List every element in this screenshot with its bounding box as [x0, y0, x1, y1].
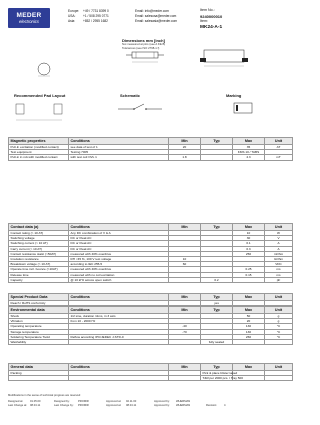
- logo-tagline: electronics: [18, 19, 39, 24]
- footer-cell: 08.04.11: [126, 404, 137, 408]
- table-cell: 10: [233, 231, 265, 236]
- table-cell: Switching voltage: [9, 236, 69, 241]
- table-cell: 60: [169, 262, 201, 267]
- column-header: Typ: [201, 224, 233, 231]
- table-cell: mOhm: [265, 251, 293, 256]
- marking-title: Marking: [226, 93, 242, 98]
- table-cell: 130: [233, 324, 265, 329]
- item-no-label: Item No.:: [200, 8, 215, 12]
- item-header: [200, 8, 222, 30]
- table-cell: g: [265, 314, 293, 319]
- footer-cell: WHERMAN: [176, 404, 191, 408]
- table-cell: Shock: [9, 314, 69, 319]
- column-header: Typ: [201, 307, 233, 314]
- table-cell: Testing 7005: [69, 150, 169, 155]
- table-cell: [265, 301, 293, 306]
- table-cell: mT: [265, 155, 293, 160]
- table-cell: -70: [169, 329, 201, 334]
- table-cell: VDC: [265, 262, 293, 267]
- table-cell: 4.3: [233, 155, 265, 160]
- footer-note: Modifications in the sense of technical progress are reserved: [8, 394, 81, 397]
- table-cell: with test coil OVL 1: [69, 155, 169, 160]
- table-row: [9, 301, 293, 306]
- table-cell: Reach / RoHS conformity: [9, 301, 69, 306]
- spec-table: [8, 293, 293, 306]
- contact-email[interactable]: Email: salesusa@meder.com: [135, 14, 177, 19]
- column-header: Conditions: [69, 294, 169, 301]
- logo-name: MEDER: [16, 12, 42, 19]
- table-cell: 0.25: [233, 267, 265, 272]
- section-title: Environmental data: [9, 307, 69, 314]
- table-cell: 30: [233, 236, 265, 241]
- table-cell: [9, 376, 69, 381]
- column-header: Min: [169, 138, 201, 145]
- table-cell: yes: [201, 301, 233, 306]
- column-header: Unit: [265, 138, 293, 145]
- table-cell: A: [265, 246, 293, 251]
- schematic-drawing: [118, 104, 162, 110]
- contact-email[interactable]: Email: salesasia@meder.com: [135, 19, 178, 24]
- pad-layout-drawing: [16, 104, 62, 120]
- table-cell: Pull-In excitation (modified contact): [9, 145, 69, 150]
- column-header: Conditions: [69, 224, 169, 231]
- column-header: Conditions: [69, 364, 169, 371]
- meder-logo: [8, 8, 50, 28]
- table-header-row: [9, 364, 293, 371]
- column-header: Typ: [201, 294, 233, 301]
- table-row: [9, 376, 293, 381]
- table-cell: Pick & place blister taped: [202, 371, 238, 375]
- end-view-drawing: [38, 63, 50, 76]
- table-header-row: [9, 138, 293, 145]
- column-header: Unit: [265, 307, 293, 314]
- footer-cell: Designed by:: [54, 399, 70, 403]
- table-cell: °C: [265, 334, 293, 339]
- footer-cell: Last Change at:: [8, 404, 27, 408]
- table-cell: fully sealed: [201, 340, 233, 345]
- table-cell: [201, 155, 233, 160]
- table-cell: 35: [233, 145, 265, 150]
- dimensions-notes: [122, 43, 165, 50]
- table-cell: [233, 277, 265, 282]
- footer-cell: Revision:: [206, 404, 218, 408]
- section-title: Contact data (a): [9, 224, 69, 231]
- table-cell: 0.2: [201, 277, 233, 282]
- footer-cell: WHERMAN: [176, 399, 191, 403]
- table-header-row: [9, 224, 293, 231]
- table-cell: 20: [233, 319, 265, 324]
- contact-region: Asia:: [68, 19, 76, 24]
- column-header: Min: [169, 307, 201, 314]
- table-row: [9, 155, 293, 160]
- table-cell: [265, 376, 293, 381]
- footer-cell: Designed at:: [8, 399, 24, 403]
- table-row: [9, 277, 293, 282]
- table-cell: ms: [265, 267, 293, 272]
- contact-block: [68, 9, 195, 25]
- table-cell: Test equipment: [9, 150, 69, 155]
- section-title: Magnetic properties: [9, 138, 69, 145]
- table-cell: 0.1: [233, 241, 265, 246]
- table-cell: °C: [265, 324, 293, 329]
- table-cell: [265, 340, 293, 345]
- top-view-drawing: [126, 52, 164, 62]
- table-cell: [69, 340, 169, 345]
- table-cell: DC or Peak AC: [69, 246, 169, 251]
- table-cell: 0.15: [233, 272, 265, 277]
- table-header-row: [9, 294, 293, 301]
- table-cell: RH <45 %, 100 V test voltage: [69, 257, 169, 262]
- footer-cell: Last Change by:: [54, 404, 74, 408]
- section-title: General data: [9, 364, 69, 371]
- table-cell: DC or Peak AC: [69, 236, 169, 241]
- table-cell: V: [265, 236, 293, 241]
- table-cell: T&R per 2000 pcs. / Tray 500: [202, 376, 243, 381]
- footer-revision-block: [8, 400, 292, 409]
- table-cell: [233, 301, 265, 306]
- table-cell: 50: [233, 314, 265, 319]
- table-cell: Breakdown voltage (> 10 AT): [9, 262, 69, 267]
- table-cell: [69, 301, 169, 306]
- table-cell: Vibration: [9, 319, 69, 324]
- table-cell: GOhm: [265, 257, 293, 262]
- table-cell: measured with 40% overdrive: [69, 251, 169, 256]
- footer-cell: 02.11.00: [126, 399, 137, 403]
- spec-table: [8, 363, 293, 381]
- table-cell: Packing: [9, 371, 69, 376]
- contact-region: Europe:: [68, 9, 80, 13]
- technical-drawing: [8, 36, 292, 131]
- table-cell: 0.3: [233, 246, 265, 251]
- item-no-value: 9240000010: [200, 13, 223, 19]
- table-cell: 130: [233, 329, 265, 334]
- column-header: Typ: [201, 138, 233, 145]
- table-cell: measured with no coil excitation: [69, 272, 169, 277]
- spec-table: [8, 223, 293, 283]
- footer-cell: Approved by:: [154, 399, 170, 403]
- side-view-drawing: [200, 50, 248, 66]
- table-cell: from 10 - 2000 Hz: [69, 319, 169, 324]
- spec-table: [8, 137, 293, 161]
- column-header: Min: [169, 294, 201, 301]
- table-cell: [69, 376, 169, 381]
- item-name-value: MK24-A-1: [200, 24, 223, 30]
- table-cell: Soldering Temperature Tsold: [9, 334, 69, 339]
- table-cell: -40: [169, 324, 201, 329]
- table-cell: W: [265, 231, 293, 236]
- column-header: Unit: [265, 364, 293, 371]
- dimensions-title: Dimensions mm [inch]: [122, 38, 165, 43]
- column-header: Max: [233, 138, 265, 145]
- column-header: Max: [233, 294, 265, 301]
- column-header: Max: [233, 224, 265, 231]
- contact-phone: +852 / 2955 1682: [83, 19, 108, 24]
- column-header: Max: [233, 364, 265, 371]
- column-header: Unit: [265, 224, 293, 231]
- column-header: Max: [233, 307, 265, 314]
- contact-region: USA:: [68, 14, 76, 19]
- column-header: Typ: [201, 364, 233, 371]
- table-cell: see data of test of 1: [69, 145, 169, 150]
- footer: [8, 394, 292, 409]
- schematic-title: Schematic: [120, 93, 141, 98]
- table-cell: Operating temperature: [9, 324, 69, 329]
- table-cell: Carry current (> 10 AT): [9, 246, 69, 251]
- table-cell: Storage temperature: [9, 329, 69, 334]
- marking-drawing: [234, 103, 252, 113]
- table-row: [9, 340, 293, 345]
- table-cell: [169, 301, 201, 306]
- contact-phone: +49 / 7731 8399 0: [83, 9, 109, 13]
- item-name-label: Item:: [200, 19, 208, 24]
- table-cell: g: [265, 319, 293, 324]
- footer-cell: PROMIR: [78, 399, 89, 403]
- table-cell: [169, 376, 201, 381]
- column-header: Conditions: [69, 138, 169, 145]
- table-cell: Switching current (> 10 AT): [9, 241, 69, 246]
- table-cell: Contact resistance static (>50AT): [9, 251, 69, 256]
- section-title: Special Product Data: [9, 294, 69, 301]
- footer-cell: 08.04.11: [30, 404, 41, 408]
- table-cell: KMS 10 / TABS: [233, 150, 265, 155]
- table-cell: Contact rating (> 10 AT): [9, 231, 69, 236]
- footer-row: [8, 404, 292, 409]
- spec-table: [8, 306, 293, 345]
- table-cell: 1.8: [169, 155, 201, 160]
- table-cell: 10: [169, 257, 201, 262]
- table-cell: 260: [233, 334, 265, 339]
- table-cell: Pull-in in mA with modified contact: [9, 155, 69, 160]
- table-cell: Release time: [9, 272, 69, 277]
- dimensions-note: Not measured at pins (see A Ktk/5): [122, 42, 166, 46]
- table-cell: 1/2 sine, duration 11ms, in 3 axis: [69, 314, 169, 319]
- table-cell: Any DC combination of V & A: [69, 231, 169, 236]
- table-cell: @ 10 kHz across open switch: [69, 277, 169, 282]
- table-cell: °C: [265, 329, 293, 334]
- table-cell: [169, 277, 201, 282]
- footer-cell: Approved by:: [154, 404, 170, 408]
- table-cell: [169, 340, 201, 345]
- table-cell: ms: [265, 272, 293, 277]
- footer-cell: 4: [224, 404, 226, 408]
- table-cell: 250: [233, 251, 265, 256]
- table-cell: AT: [265, 145, 293, 150]
- table-cell: [233, 340, 265, 345]
- column-header: Min: [169, 364, 201, 371]
- footer-cell: Approved at:: [106, 404, 122, 408]
- table-cell: Washability: [9, 340, 69, 345]
- footer-cell: Approved at:: [106, 399, 122, 403]
- table-cell: DC or Peak AC: [69, 241, 169, 246]
- contact-email[interactable]: Email: info@meder.com: [135, 9, 169, 13]
- table-cell: Reflow according IPC/JEDEC J-STD-0: [69, 334, 169, 339]
- table-cell: according to IEC 255-5: [69, 262, 169, 267]
- table-cell: Capacity: [9, 277, 69, 282]
- table-cell: measured with 40% overdrive: [69, 267, 169, 272]
- footer-cell: PROMIR: [78, 404, 89, 408]
- table-header-row: [9, 307, 293, 314]
- column-header: Min: [169, 224, 201, 231]
- table-cell: Insulation resistance: [9, 257, 69, 262]
- contact-phone: +1 / 508 295 0771: [83, 14, 109, 19]
- column-header: Unit: [265, 294, 293, 301]
- contact-row-asia: [68, 19, 195, 24]
- pad-layout-title: Recommended Pad Layout: [14, 93, 66, 98]
- column-header: Conditions: [69, 307, 169, 314]
- dimensions-note: Tolerances (see ISO 2768-1 f): [122, 45, 160, 50]
- table-cell: A: [265, 241, 293, 246]
- table-cell: pF: [265, 277, 293, 282]
- table-cell: Operate time incl. bounce (>10AT): [9, 267, 69, 272]
- table-cell: 20: [169, 145, 201, 150]
- footer-cell: 01.05.00: [30, 399, 41, 403]
